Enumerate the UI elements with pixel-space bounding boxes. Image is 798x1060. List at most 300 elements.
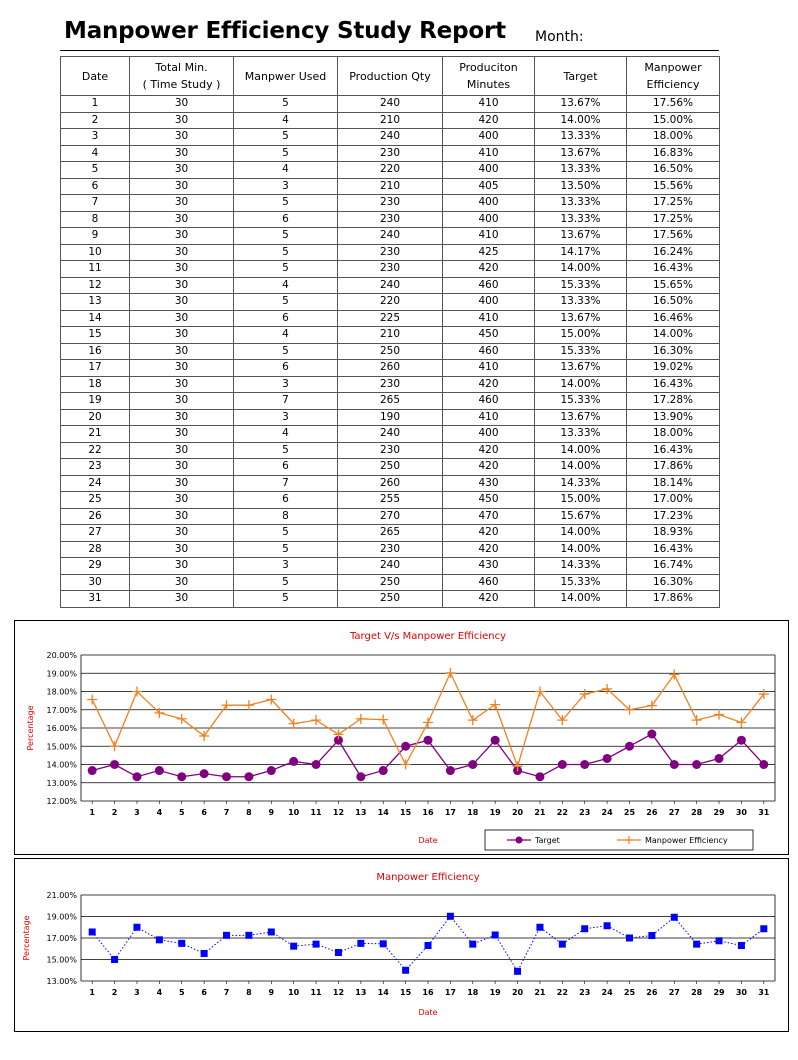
data-point xyxy=(424,736,433,745)
y-tick-label: 12.00% xyxy=(46,797,77,806)
cell-production-qty: 230 xyxy=(338,541,443,558)
cell-production-qty: 210 xyxy=(338,327,443,344)
cell-date: 2 xyxy=(61,112,130,129)
y-tick-label: 13.00% xyxy=(46,977,77,986)
table-row xyxy=(61,129,720,146)
data-point xyxy=(267,766,276,775)
cell-production-minutes: 470 xyxy=(443,508,535,525)
table-row xyxy=(61,178,720,195)
x-tick-label: 30 xyxy=(735,988,747,997)
cell-manpower-efficiency: 15.65% xyxy=(627,277,720,294)
cell-manpower-used: 5 xyxy=(234,525,338,542)
cell-production-qty: 230 xyxy=(338,376,443,393)
cell-target: 15.00% xyxy=(535,492,627,509)
cell-manpower-efficiency: 14.00% xyxy=(627,327,720,344)
x-tick-label: 5 xyxy=(178,808,185,817)
cell-production-qty: 250 xyxy=(338,459,443,476)
cell-date: 13 xyxy=(61,294,130,311)
cell-date: 4 xyxy=(61,145,130,162)
data-point xyxy=(669,670,679,680)
x-tick-label: 27 xyxy=(668,988,680,997)
cell-production-qty: 210 xyxy=(338,112,443,129)
cell-production-minutes: 460 xyxy=(443,393,535,410)
cell-manpower-used: 3 xyxy=(234,376,338,393)
cell-manpower-efficiency: 16.50% xyxy=(627,294,720,311)
data-point xyxy=(445,668,455,678)
cell-production-qty: 240 xyxy=(338,558,443,575)
data-point xyxy=(490,700,500,710)
x-tick-label: 10 xyxy=(288,988,300,997)
x-tick-label: 18 xyxy=(467,988,479,997)
cell-target: 14.00% xyxy=(535,112,627,129)
cell-manpower-used: 5 xyxy=(234,129,338,146)
cell-production-minutes: 420 xyxy=(443,525,535,542)
data-point xyxy=(380,940,387,947)
cell-manpower-efficiency: 13.90% xyxy=(627,409,720,426)
cell-production-qty: 240 xyxy=(338,426,443,443)
cell-date: 10 xyxy=(61,244,130,261)
y-tick-label: 20.00% xyxy=(46,651,77,660)
cell-production-minutes: 425 xyxy=(443,244,535,261)
cell-production-qty: 250 xyxy=(338,343,443,360)
x-tick-label: 23 xyxy=(579,808,591,817)
y-tick-label: 15.00% xyxy=(46,955,77,965)
cell-production-qty: 240 xyxy=(338,228,443,245)
data-point xyxy=(401,742,410,751)
x-tick-label: 20 xyxy=(511,808,524,817)
cell-production-qty: 260 xyxy=(338,360,443,377)
cell-target: 13.67% xyxy=(535,409,627,426)
cell-manpower-used: 5 xyxy=(234,541,338,558)
cell-total-min: 30 xyxy=(130,294,234,311)
cell-manpower-used: 4 xyxy=(234,112,338,129)
cell-manpower-used: 5 xyxy=(234,294,338,311)
cell-total-min: 30 xyxy=(130,327,234,344)
cell-target: 13.33% xyxy=(535,211,627,228)
cell-production-minutes: 420 xyxy=(443,459,535,476)
cell-production-minutes: 420 xyxy=(443,541,535,558)
x-tick-label: 3 xyxy=(134,808,140,817)
x-tick-label: 28 xyxy=(691,988,703,997)
x-tick-label: 7 xyxy=(223,988,230,997)
cell-production-qty: 265 xyxy=(338,525,443,542)
table-body xyxy=(61,96,720,608)
cell-manpower-efficiency: 16.43% xyxy=(627,261,720,278)
header-total-min: Total Min. ( Time Study ) xyxy=(130,57,234,96)
cell-manpower-efficiency: 16.43% xyxy=(627,442,720,459)
table-row xyxy=(61,541,720,558)
x-tick-label: 15 xyxy=(400,808,412,817)
data-point xyxy=(536,924,543,931)
table-row xyxy=(61,409,720,426)
data-point xyxy=(312,760,321,769)
target-vs-efficiency-chart xyxy=(14,620,789,855)
y-tick-label: 17.00% xyxy=(46,705,77,715)
cell-total-min: 30 xyxy=(130,162,234,179)
cell-total-min: 30 xyxy=(130,211,234,228)
cell-manpower-used: 5 xyxy=(234,244,338,261)
cell-production-minutes: 450 xyxy=(443,327,535,344)
cell-date: 24 xyxy=(61,475,130,492)
cell-total-min: 30 xyxy=(130,393,234,410)
x-tick-label: 28 xyxy=(691,808,703,817)
cell-manpower-efficiency: 16.83% xyxy=(627,145,720,162)
cell-manpower-used: 4 xyxy=(234,327,338,344)
x-tick-label: 11 xyxy=(310,808,322,817)
data-point xyxy=(759,760,768,769)
x-tick-label: 18 xyxy=(467,808,479,817)
data-point xyxy=(378,715,388,725)
cell-manpower-used: 3 xyxy=(234,558,338,575)
y-tick-label: 18.00% xyxy=(46,687,77,697)
cell-production-minutes: 430 xyxy=(443,558,535,575)
data-point xyxy=(447,913,454,920)
cell-production-qty: 220 xyxy=(338,162,443,179)
cell-date: 21 xyxy=(61,426,130,443)
cell-production-minutes: 410 xyxy=(443,228,535,245)
data-point xyxy=(132,772,141,781)
cell-target: 15.33% xyxy=(535,393,627,410)
cell-manpower-efficiency: 19.02% xyxy=(627,360,720,377)
x-tick-label: 16 xyxy=(422,988,434,997)
x-tick-label: 17 xyxy=(444,808,456,817)
table-row xyxy=(61,112,720,129)
cell-manpower-efficiency: 17.25% xyxy=(627,211,720,228)
data-point xyxy=(714,709,724,719)
data-point xyxy=(760,925,767,932)
data-point xyxy=(290,943,297,950)
data-point xyxy=(289,757,298,766)
cell-total-min: 30 xyxy=(130,492,234,509)
cell-manpower-efficiency: 18.14% xyxy=(627,475,720,492)
cell-manpower-used: 3 xyxy=(234,178,338,195)
cell-production-minutes: 410 xyxy=(443,145,535,162)
cell-manpower-efficiency: 15.56% xyxy=(627,178,720,195)
chart2-svg xyxy=(15,859,788,1031)
cell-total-min: 30 xyxy=(130,343,234,360)
cell-total-min: 30 xyxy=(130,508,234,525)
table-row xyxy=(61,162,720,179)
cell-manpower-used: 5 xyxy=(234,145,338,162)
header-date: Date xyxy=(61,57,130,96)
cell-target: 13.33% xyxy=(535,426,627,443)
efficiency-table xyxy=(60,56,720,608)
manpower-efficiency-chart xyxy=(14,858,789,1032)
data-point xyxy=(580,760,589,769)
data-point xyxy=(223,932,230,939)
data-point xyxy=(647,730,656,739)
cell-total-min: 30 xyxy=(130,426,234,443)
data-point xyxy=(155,766,164,775)
data-point xyxy=(245,932,252,939)
data-point xyxy=(178,940,185,947)
table-row xyxy=(61,360,720,377)
x-tick-label: 2 xyxy=(111,988,118,997)
cell-date: 27 xyxy=(61,525,130,542)
data-point xyxy=(693,941,700,948)
cell-production-minutes: 460 xyxy=(443,277,535,294)
cell-manpower-used: 8 xyxy=(234,508,338,525)
x-axis-title: Date xyxy=(418,836,438,845)
cell-production-qty: 255 xyxy=(338,492,443,509)
cell-manpower-efficiency: 16.24% xyxy=(627,244,720,261)
cell-total-min: 30 xyxy=(130,195,234,212)
data-point xyxy=(648,932,655,939)
cell-date: 17 xyxy=(61,360,130,377)
x-tick-label: 14 xyxy=(377,808,389,817)
cell-production-minutes: 420 xyxy=(443,442,535,459)
data-point xyxy=(156,936,163,943)
table-row xyxy=(61,343,720,360)
cell-production-qty: 250 xyxy=(338,574,443,591)
cell-target: 14.00% xyxy=(535,541,627,558)
y-tick-label: 17.00% xyxy=(46,934,77,943)
chart-title: Manpower Efficiency xyxy=(376,872,480,883)
cell-manpower-efficiency: 16.43% xyxy=(627,541,720,558)
month-label: Month: xyxy=(535,29,584,45)
cell-production-minutes: 400 xyxy=(443,294,535,311)
cell-date: 14 xyxy=(61,310,130,327)
cell-production-qty: 230 xyxy=(338,442,443,459)
cell-date: 1 xyxy=(61,96,130,113)
data-point xyxy=(356,714,366,724)
table-row xyxy=(61,574,720,591)
cell-date: 7 xyxy=(61,195,130,212)
cell-production-minutes: 420 xyxy=(443,376,535,393)
data-point xyxy=(514,968,521,975)
x-tick-label: 17 xyxy=(444,988,456,997)
x-tick-label: 7 xyxy=(223,808,230,817)
y-tick-label: 14.00% xyxy=(46,760,77,770)
x-tick-label: 30 xyxy=(735,808,747,817)
cell-manpower-efficiency: 18.00% xyxy=(627,426,720,443)
cell-date: 29 xyxy=(61,558,130,575)
cell-total-min: 30 xyxy=(130,244,234,261)
cell-target: 13.67% xyxy=(535,310,627,327)
cell-production-qty: 220 xyxy=(338,294,443,311)
table-row xyxy=(61,310,720,327)
cell-production-minutes: 420 xyxy=(443,261,535,278)
x-tick-label: 14 xyxy=(377,988,389,997)
data-point xyxy=(715,754,724,763)
cell-production-qty: 230 xyxy=(338,261,443,278)
cell-production-qty: 260 xyxy=(338,475,443,492)
data-point xyxy=(492,931,499,938)
cell-production-minutes: 420 xyxy=(443,112,535,129)
cell-production-minutes: 400 xyxy=(443,162,535,179)
cell-manpower-efficiency: 16.43% xyxy=(627,376,720,393)
x-tick-label: 20 xyxy=(511,988,524,997)
cell-date: 19 xyxy=(61,393,130,410)
x-tick-label: 12 xyxy=(332,988,345,997)
cell-production-qty: 240 xyxy=(338,129,443,146)
x-tick-label: 19 xyxy=(489,808,501,817)
cell-manpower-efficiency: 15.00% xyxy=(627,112,720,129)
data-point xyxy=(379,766,388,775)
report-title: Manpower Efficiency Study Report xyxy=(64,18,506,44)
cell-date: 8 xyxy=(61,211,130,228)
cell-target: 13.50% xyxy=(535,178,627,195)
x-tick-label: 4 xyxy=(156,988,163,997)
cell-date: 3 xyxy=(61,129,130,146)
cell-production-qty: 265 xyxy=(338,393,443,410)
cell-target: 15.00% xyxy=(535,327,627,344)
cell-production-minutes: 460 xyxy=(443,343,535,360)
x-tick-label: 25 xyxy=(623,808,636,817)
cell-production-minutes: 410 xyxy=(443,310,535,327)
cell-target: 13.67% xyxy=(535,360,627,377)
cell-target: 13.33% xyxy=(535,294,627,311)
cell-manpower-used: 6 xyxy=(234,492,338,509)
x-tick-label: 10 xyxy=(288,808,300,817)
data-point xyxy=(581,925,588,932)
data-point xyxy=(558,760,567,769)
cell-total-min: 30 xyxy=(130,558,234,575)
cell-manpower-used: 6 xyxy=(234,360,338,377)
cell-target: 15.33% xyxy=(535,574,627,591)
cell-manpower-used: 5 xyxy=(234,96,338,113)
x-tick-label: 23 xyxy=(579,988,591,997)
y-axis-title: Percentage xyxy=(22,915,31,961)
cell-total-min: 30 xyxy=(130,541,234,558)
data-point xyxy=(738,942,745,949)
data-point xyxy=(469,941,476,948)
data-point xyxy=(692,760,701,769)
cell-production-qty: 210 xyxy=(338,178,443,195)
x-tick-label: 22 xyxy=(556,808,568,817)
table-row xyxy=(61,426,720,443)
cell-manpower-used: 5 xyxy=(234,195,338,212)
cell-date: 9 xyxy=(61,228,130,245)
cell-date: 12 xyxy=(61,277,130,294)
cell-target: 15.67% xyxy=(535,508,627,525)
cell-target: 14.00% xyxy=(535,442,627,459)
cell-total-min: 30 xyxy=(130,129,234,146)
cell-manpower-used: 4 xyxy=(234,162,338,179)
cell-target: 14.33% xyxy=(535,475,627,492)
cell-manpower-efficiency: 17.00% xyxy=(627,492,720,509)
cell-total-min: 30 xyxy=(130,112,234,129)
cell-production-minutes: 400 xyxy=(443,129,535,146)
cell-manpower-efficiency: 18.00% xyxy=(627,129,720,146)
data-point xyxy=(244,700,254,710)
data-point xyxy=(692,715,702,725)
x-tick-label: 21 xyxy=(534,808,546,817)
cell-total-min: 30 xyxy=(130,145,234,162)
x-tick-label: 25 xyxy=(623,988,636,997)
x-tick-label: 1 xyxy=(89,988,95,997)
cell-date: 11 xyxy=(61,261,130,278)
table-row xyxy=(61,558,720,575)
table-header-row xyxy=(61,57,720,96)
cell-manpower-efficiency: 16.50% xyxy=(627,162,720,179)
cell-target: 14.17% xyxy=(535,244,627,261)
cell-production-qty: 250 xyxy=(338,591,443,608)
data-point xyxy=(222,772,231,781)
cell-target: 14.00% xyxy=(535,376,627,393)
cell-date: 16 xyxy=(61,343,130,360)
data-point xyxy=(468,715,478,725)
y-tick-label: 15.00% xyxy=(46,742,77,752)
x-tick-label: 22 xyxy=(556,988,568,997)
cell-date: 28 xyxy=(61,541,130,558)
cell-total-min: 30 xyxy=(130,261,234,278)
cell-manpower-used: 7 xyxy=(234,393,338,410)
cell-production-minutes: 460 xyxy=(443,574,535,591)
data-point xyxy=(468,760,477,769)
data-point xyxy=(670,760,679,769)
x-tick-label: 2 xyxy=(111,808,118,817)
cell-manpower-efficiency: 17.28% xyxy=(627,393,720,410)
cell-manpower-used: 4 xyxy=(234,277,338,294)
cell-total-min: 30 xyxy=(130,525,234,542)
cell-target: 14.00% xyxy=(535,459,627,476)
data-point xyxy=(313,941,320,948)
table-row xyxy=(61,475,720,492)
data-point xyxy=(110,741,120,751)
data-point xyxy=(177,772,186,781)
cell-date: 23 xyxy=(61,459,130,476)
table-row xyxy=(61,261,720,278)
cell-manpower-used: 6 xyxy=(234,310,338,327)
x-tick-label: 29 xyxy=(713,988,725,997)
data-point xyxy=(201,950,208,957)
legend-marker xyxy=(516,837,523,844)
data-point xyxy=(626,935,633,942)
cell-production-minutes: 410 xyxy=(443,360,535,377)
cell-manpower-efficiency: 16.30% xyxy=(627,574,720,591)
x-tick-label: 15 xyxy=(400,988,412,997)
data-point xyxy=(401,760,411,770)
cell-production-minutes: 410 xyxy=(443,409,535,426)
cell-date: 6 xyxy=(61,178,130,195)
table-row xyxy=(61,244,720,261)
cell-production-qty: 225 xyxy=(338,310,443,327)
table-row xyxy=(61,492,720,509)
cell-total-min: 30 xyxy=(130,360,234,377)
header-production-minutes: Produciton Minutes xyxy=(443,57,535,96)
cell-total-min: 30 xyxy=(130,178,234,195)
cell-total-min: 30 xyxy=(130,475,234,492)
cell-production-qty: 230 xyxy=(338,195,443,212)
cell-total-min: 30 xyxy=(130,442,234,459)
table-row xyxy=(61,228,720,245)
x-tick-label: 6 xyxy=(201,988,207,997)
data-point xyxy=(222,700,232,710)
cell-manpower-efficiency: 17.23% xyxy=(627,508,720,525)
x-tick-label: 26 xyxy=(646,988,658,997)
cell-manpower-used: 6 xyxy=(234,459,338,476)
cell-target: 15.33% xyxy=(535,343,627,360)
x-tick-label: 8 xyxy=(246,808,252,817)
legend-label: Manpower Efficiency xyxy=(645,836,728,845)
y-axis-title: Percentage xyxy=(26,705,35,751)
cell-manpower-efficiency: 16.74% xyxy=(627,558,720,575)
cell-date: 5 xyxy=(61,162,130,179)
cell-manpower-efficiency: 17.86% xyxy=(627,591,720,608)
data-point xyxy=(311,715,321,725)
legend-label: Target xyxy=(535,836,560,845)
y-tick-label: 16.00% xyxy=(46,724,77,733)
x-tick-label: 31 xyxy=(758,988,770,997)
chart-title: Target V/s Manpower Efficiency xyxy=(349,631,507,642)
cell-manpower-used: 5 xyxy=(234,261,338,278)
x-tick-label: 11 xyxy=(310,988,322,997)
cell-target: 14.33% xyxy=(535,558,627,575)
data-point xyxy=(88,766,97,775)
data-point xyxy=(402,967,409,974)
y-tick-label: 19.00% xyxy=(46,669,77,679)
